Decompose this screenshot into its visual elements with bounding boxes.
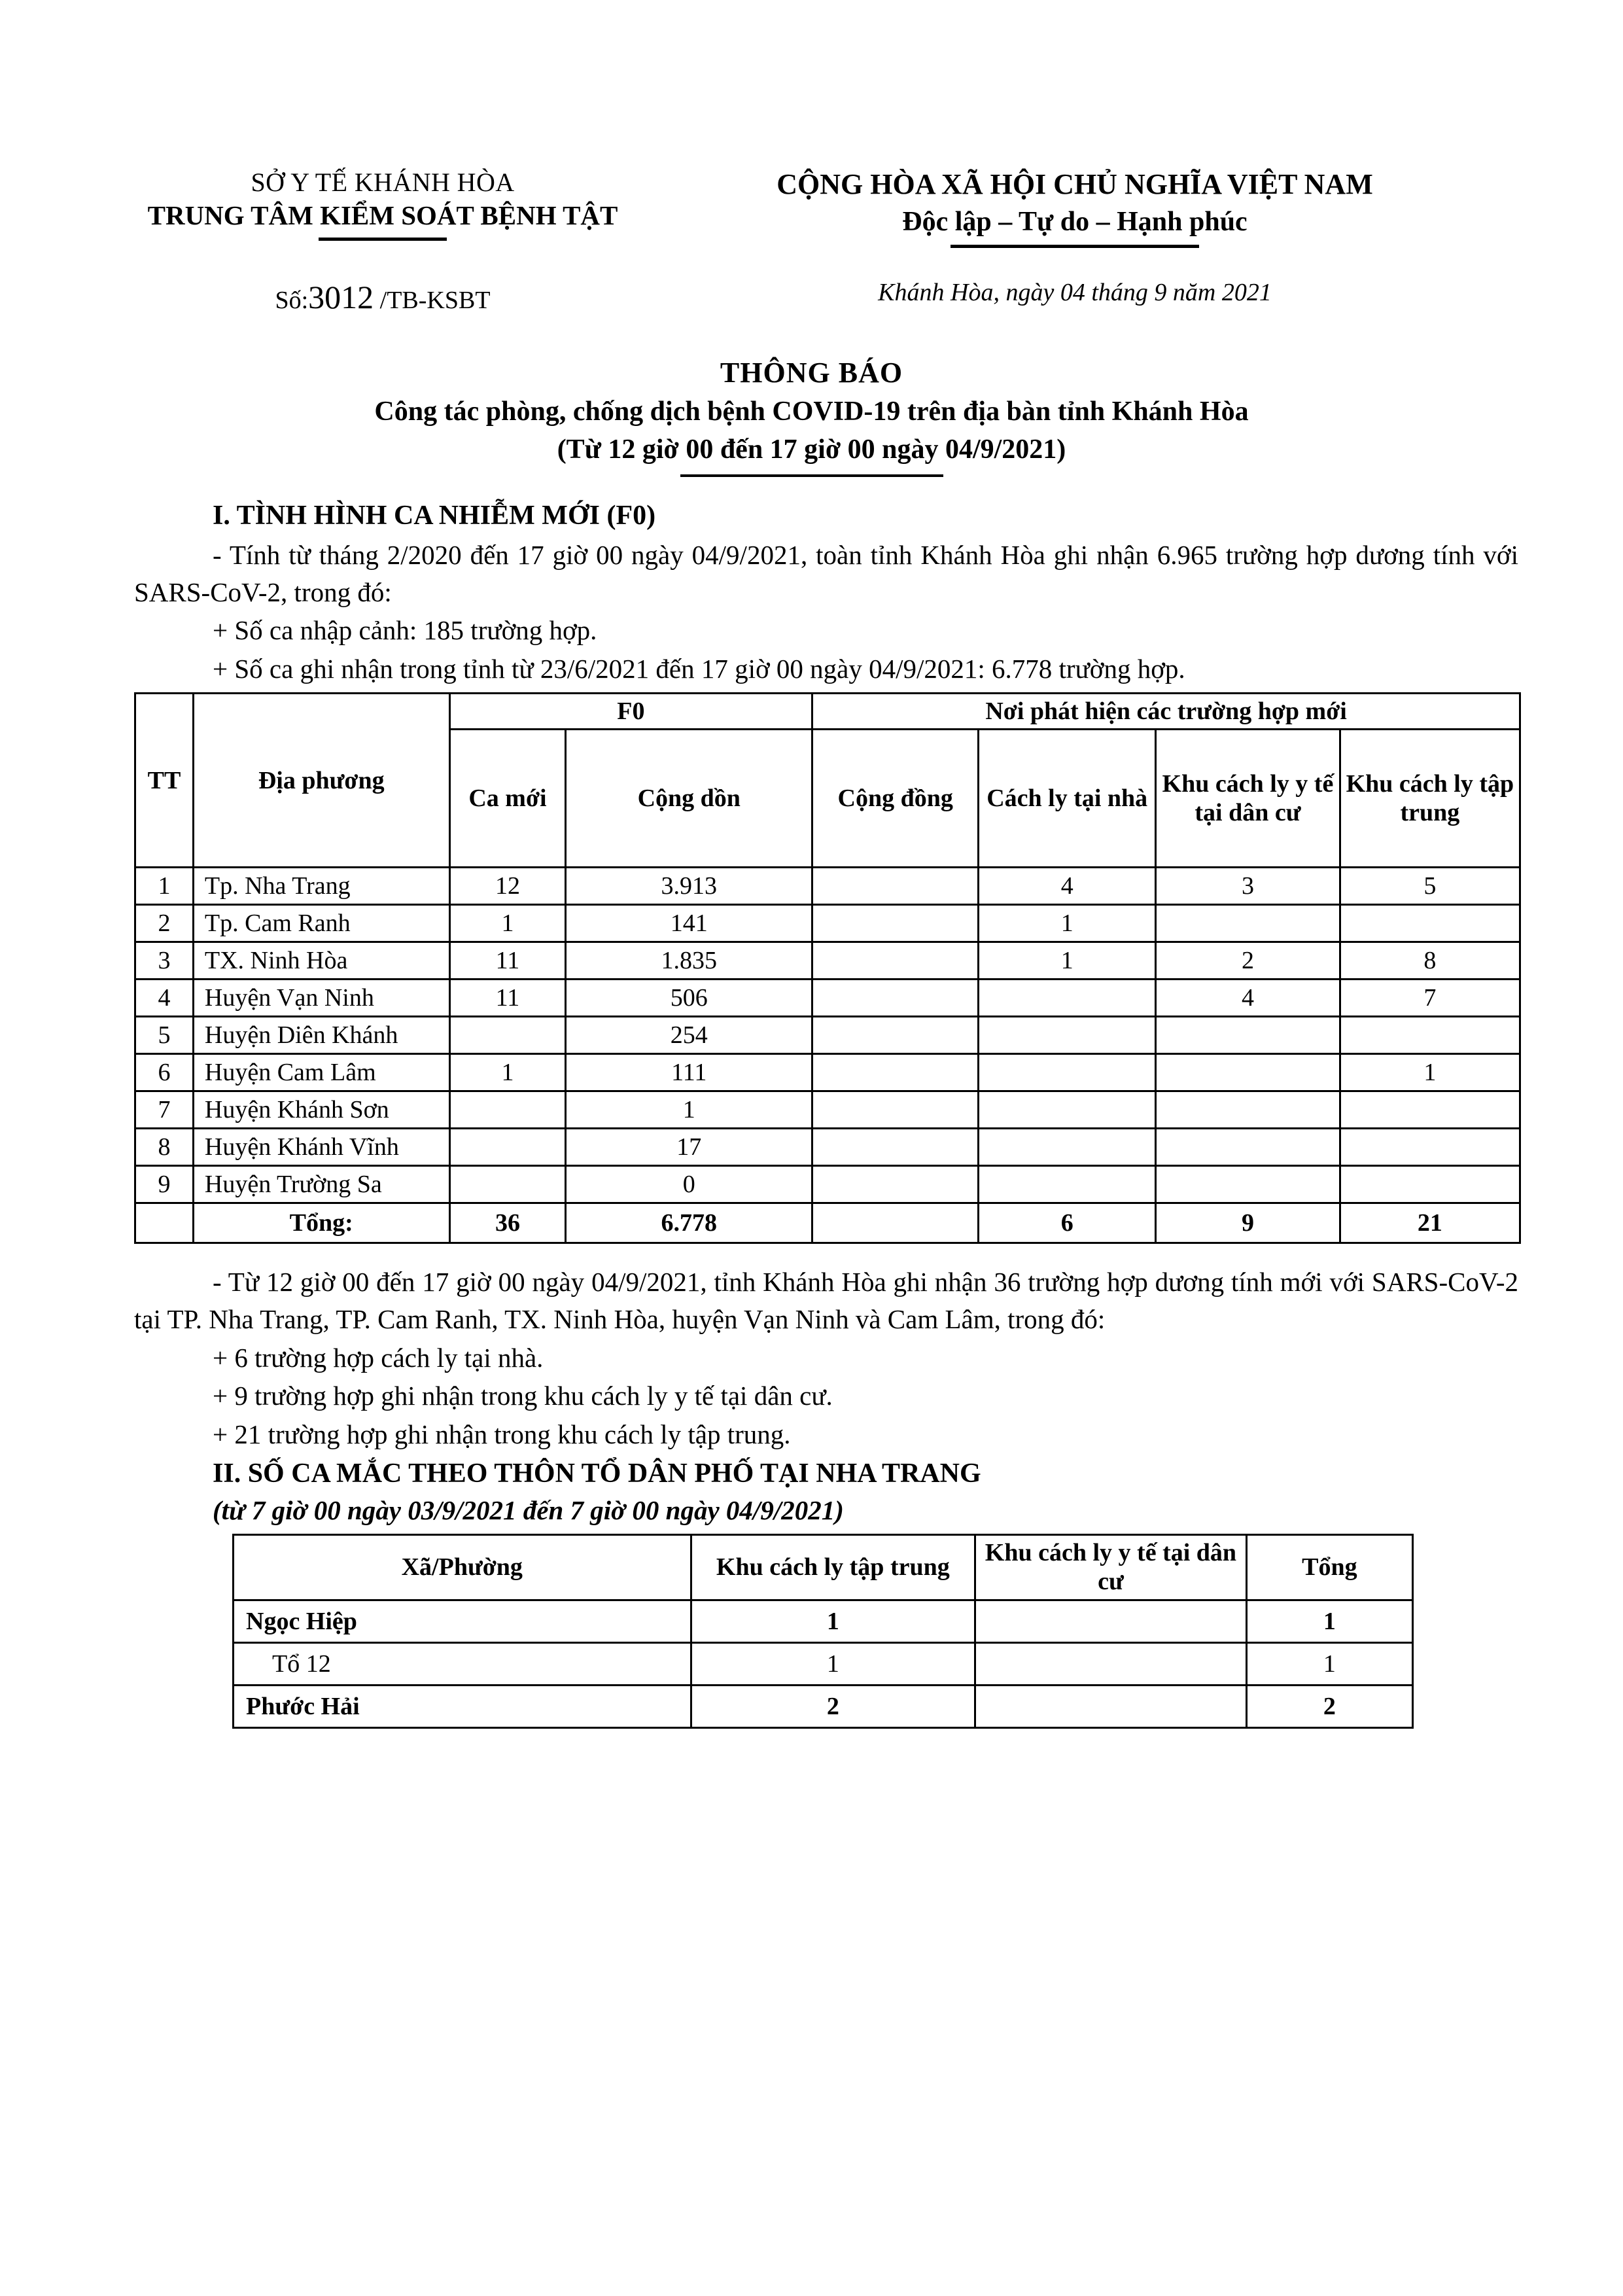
- section-one: [0, 497, 1623, 687]
- section-one-bullet-1: + Số ca nhập cảnh: 185 trường hợp.: [213, 615, 597, 646]
- row-home-quarantine: [979, 1129, 1156, 1166]
- total-new-cases: 36: [449, 1203, 566, 1243]
- table-header-row-1: [135, 694, 1520, 730]
- row-new-cases: 1: [449, 1054, 566, 1091]
- col-header-ward-central-quarantine: Khu cách ly tập trung: [691, 1535, 975, 1600]
- row-new-cases: [449, 1129, 566, 1166]
- ward-name: Phước Hải: [234, 1685, 691, 1727]
- ward-total: 2: [1246, 1685, 1412, 1727]
- col-header-ward-total: Tổng: [1246, 1535, 1412, 1600]
- ward-medical-quarantine: [975, 1685, 1247, 1727]
- case-table-body: [135, 868, 1520, 1243]
- row-cumulative: 111: [566, 1054, 812, 1091]
- row-tt: 9: [135, 1166, 194, 1203]
- table-row: [135, 1054, 1520, 1091]
- ward-total: 1: [1246, 1642, 1412, 1685]
- document-number-prefix: Số:: [275, 287, 309, 315]
- col-header-ward-medical-quarantine: Khu cách ly y tế tại dân cư: [975, 1535, 1247, 1600]
- row-community: [812, 1054, 979, 1091]
- document-number: [134, 278, 631, 316]
- row-cumulative: 506: [566, 980, 812, 1017]
- row-new-cases: 11: [449, 980, 566, 1017]
- section-one-bullet-3: + 6 trường hợp cách ly tại nhà.: [213, 1342, 544, 1373]
- col-group-detection-place: Nơi phát hiện các trường hợp mới: [812, 694, 1520, 730]
- table-row: [135, 1091, 1520, 1129]
- col-header-cumulative: Cộng dồn: [566, 730, 812, 868]
- row-central-quarantine: [1340, 1091, 1520, 1129]
- row-central-quarantine: [1340, 1166, 1520, 1203]
- section-one-paragraph-1: - Tính từ tháng 2/2020 đến 17 giờ 00 ngày 04/9/2021, toàn tỉnh Khánh Hòa ghi nhận 6.965 trường hợp dương tính với SARS-CoV-2, trong đó:: [134, 540, 1518, 607]
- row-new-cases: 1: [449, 905, 566, 942]
- row-tt: 1: [135, 868, 194, 905]
- row-medical-quarantine: [1156, 905, 1340, 942]
- ward-central-quarantine: 1: [691, 1600, 975, 1642]
- row-community: [812, 1166, 979, 1203]
- row-home-quarantine: [979, 1166, 1156, 1203]
- section-one-continued: [0, 1263, 1623, 1453]
- row-tt: 5: [135, 1017, 194, 1054]
- total-community: [812, 1203, 979, 1243]
- row-tt: 4: [135, 980, 194, 1017]
- row-locality: Huyện Diên Khánh: [193, 1017, 449, 1054]
- document-number-value: 3012: [308, 279, 374, 316]
- row-community: [812, 905, 979, 942]
- total-cumulative: 6.778: [566, 1203, 812, 1243]
- col-header-central-quarantine: Khu cách ly tập trung: [1340, 730, 1520, 868]
- row-cumulative: 0: [566, 1166, 812, 1203]
- org-underline: [319, 238, 447, 241]
- document-number-row: [0, 278, 1623, 316]
- title-subtitle: Công tác phòng, chống dịch bệnh COVID-19 trên địa bàn tỉnh Khánh Hòa: [374, 397, 1249, 427]
- col-header-locality: Địa phương: [193, 694, 449, 868]
- row-central-quarantine: [1340, 905, 1520, 942]
- row-locality: Huyện Khánh Vĩnh: [193, 1129, 449, 1166]
- row-home-quarantine: 1: [979, 942, 1156, 980]
- ward-table-header-row: [234, 1535, 1413, 1600]
- row-new-cases: [449, 1091, 566, 1129]
- row-home-quarantine: [979, 980, 1156, 1017]
- row-medical-quarantine: [1156, 1054, 1340, 1091]
- ward-table-row: [234, 1685, 1413, 1727]
- row-new-cases: [449, 1166, 566, 1203]
- table-row: [135, 905, 1520, 942]
- row-community: [812, 1129, 979, 1166]
- table-row: [135, 1166, 1520, 1203]
- ward-medical-quarantine: [975, 1642, 1247, 1685]
- ward-central-quarantine: 2: [691, 1685, 975, 1727]
- row-tt: 3: [135, 942, 194, 980]
- issuing-organization: [134, 167, 631, 248]
- place-and-date: Khánh Hòa, ngày 04 tháng 9 năm 2021: [878, 279, 1272, 307]
- document-title-block: [0, 354, 1623, 477]
- row-cumulative: 254: [566, 1017, 812, 1054]
- row-locality: Tp. Nha Trang: [193, 868, 449, 905]
- row-tt: 6: [135, 1054, 194, 1091]
- row-medical-quarantine: [1156, 1166, 1340, 1203]
- row-central-quarantine: [1340, 1017, 1520, 1054]
- row-medical-quarantine: 2: [1156, 942, 1340, 980]
- col-header-medical-quarantine: Khu cách ly y tế tại dân cư: [1156, 730, 1340, 868]
- ward-table: [232, 1534, 1414, 1728]
- ward-table-row: [234, 1600, 1413, 1642]
- row-community: [812, 868, 979, 905]
- row-tt: 2: [135, 905, 194, 942]
- col-header-new-cases: Ca mới: [449, 730, 566, 868]
- motto-underline: [951, 245, 1199, 248]
- total-row-spacer: [135, 1203, 194, 1243]
- col-header-community: Cộng đồng: [812, 730, 979, 868]
- row-home-quarantine: 1: [979, 905, 1156, 942]
- row-medical-quarantine: 4: [1156, 980, 1340, 1017]
- row-locality: Huyện Khánh Sơn: [193, 1091, 449, 1129]
- ward-medical-quarantine: [975, 1600, 1247, 1642]
- table-total-row: [135, 1203, 1520, 1243]
- row-tt: 8: [135, 1129, 194, 1166]
- department-name: SỞ Y TẾ KHÁNH HÒA: [251, 168, 515, 197]
- section-two-subheading: (từ 7 giờ 00 ngày 03/9/2021 đến 7 giờ 00 ngày 04/9/2021): [213, 1495, 844, 1525]
- national-heading: [631, 167, 1518, 248]
- row-community: [812, 942, 979, 980]
- col-header-home-quarantine: Cách ly tại nhà: [979, 730, 1156, 868]
- row-cumulative: 141: [566, 905, 812, 942]
- table-row: [135, 980, 1520, 1017]
- section-one-heading: I. TÌNH HÌNH CA NHIỄM MỚI (F0): [213, 501, 656, 531]
- national-motto: Độc lập – Tự do – Hạnh phúc: [902, 206, 1248, 237]
- row-community: [812, 1017, 979, 1054]
- ward-table-body: [234, 1600, 1413, 1727]
- total-central-quarantine: 21: [1340, 1203, 1520, 1243]
- section-two-heading: II. SỐ CA MẮC THEO THÔN TỔ DÂN PHỐ TẠI NHA TRANG: [213, 1458, 981, 1489]
- row-community: [812, 1091, 979, 1129]
- row-community: [812, 980, 979, 1017]
- section-one-bullet-5: + 21 trường hợp ghi nhận trong khu cách ly tập trung.: [213, 1419, 791, 1449]
- row-locality: Huyện Cam Lâm: [193, 1054, 449, 1091]
- section-two: [0, 1455, 1623, 1528]
- row-locality: Huyện Vạn Ninh: [193, 980, 449, 1017]
- table-row: [135, 1017, 1520, 1054]
- table-row: [135, 1129, 1520, 1166]
- row-cumulative: 1: [566, 1091, 812, 1129]
- ward-table-wrapper: [0, 1534, 1623, 1728]
- document-header: [0, 0, 1623, 248]
- country-name: CỘNG HÒA XÃ HỘI CHỦ NGHĨA VIỆT NAM: [777, 168, 1373, 200]
- ward-name: Ngọc Hiệp: [234, 1600, 691, 1642]
- section-one-paragraph-2: - Từ 12 giờ 00 đến 17 giờ 00 ngày 04/9/2021, tỉnh Khánh Hòa ghi nhận 36 trường hợp dương tính mới với SARS-CoV-2 tại TP. Nha Trang, TP. Cam Ranh, TX. Ninh Hòa, huyện Vạn Ninh và Cam Lâm, trong đó:: [134, 1267, 1518, 1334]
- row-home-quarantine: [979, 1054, 1156, 1091]
- row-cumulative: 1.835: [566, 942, 812, 980]
- section-one-bullet-2: + Số ca ghi nhận trong tỉnh từ 23/6/2021 đến 17 giờ 00 ngày 04/9/2021: 6.778 trường hợp.: [213, 653, 1185, 684]
- col-header-ward: Xã/Phường: [234, 1535, 691, 1600]
- table-row: [135, 942, 1520, 980]
- row-medical-quarantine: [1156, 1091, 1340, 1129]
- document-number-suffix: /TB-KSBT: [379, 287, 491, 315]
- row-central-quarantine: 8: [1340, 942, 1520, 980]
- row-central-quarantine: [1340, 1129, 1520, 1166]
- total-label: Tổng:: [193, 1203, 449, 1243]
- row-home-quarantine: 4: [979, 868, 1156, 905]
- row-central-quarantine: 1: [1340, 1054, 1520, 1091]
- col-group-f0: F0: [449, 694, 812, 730]
- ward-subunit-name: Tổ 12: [234, 1642, 691, 1685]
- title-timeframe: (Từ 12 giờ 00 đến 17 giờ 00 ngày 04/9/2021): [557, 434, 1066, 465]
- row-locality: Huyện Trường Sa: [193, 1166, 449, 1203]
- title-underline: [680, 474, 943, 477]
- row-new-cases: 11: [449, 942, 566, 980]
- row-locality: TX. Ninh Hòa: [193, 942, 449, 980]
- row-new-cases: 12: [449, 868, 566, 905]
- ward-table-row: [234, 1642, 1413, 1685]
- row-cumulative: 3.913: [566, 868, 812, 905]
- ward-total: 1: [1246, 1600, 1412, 1642]
- case-table-wrapper: [0, 692, 1623, 1244]
- table-row: [135, 868, 1520, 905]
- ward-central-quarantine: 1: [691, 1642, 975, 1685]
- row-home-quarantine: [979, 1017, 1156, 1054]
- row-home-quarantine: [979, 1091, 1156, 1129]
- row-tt: 7: [135, 1091, 194, 1129]
- row-new-cases: [449, 1017, 566, 1054]
- row-locality: Tp. Cam Ranh: [193, 905, 449, 942]
- row-cumulative: 17: [566, 1129, 812, 1166]
- center-name: TRUNG TÂM KIỂM SOÁT BỆNH TẬT: [147, 200, 618, 230]
- row-central-quarantine: 7: [1340, 980, 1520, 1017]
- row-medical-quarantine: [1156, 1129, 1340, 1166]
- page-title: THÔNG BÁO: [720, 357, 903, 389]
- col-header-tt: TT: [135, 694, 194, 868]
- row-medical-quarantine: [1156, 1017, 1340, 1054]
- case-table: [134, 692, 1521, 1244]
- row-medical-quarantine: 3: [1156, 868, 1340, 905]
- section-one-bullet-4: + 9 trường hợp ghi nhận trong khu cách ly y tế tại dân cư.: [213, 1381, 833, 1411]
- total-medical-quarantine: 9: [1156, 1203, 1340, 1243]
- total-home-quarantine: 6: [979, 1203, 1156, 1243]
- row-central-quarantine: 5: [1340, 868, 1520, 905]
